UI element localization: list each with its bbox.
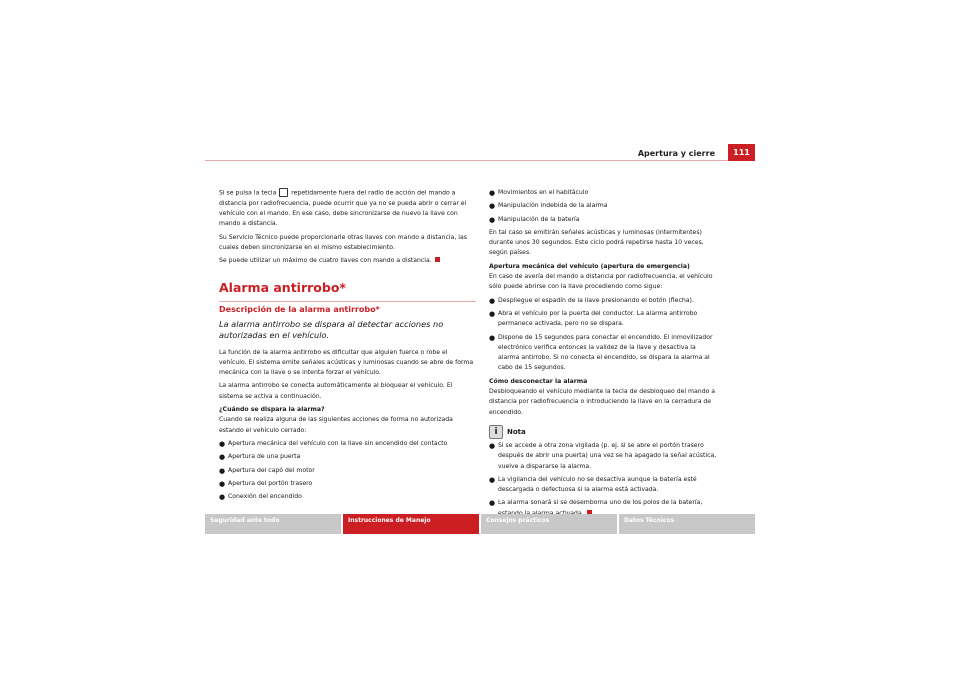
bullet-icon: ● (489, 441, 496, 450)
bullet-icon: ● (489, 296, 496, 305)
list-item-text: Conexión del encendido (228, 493, 302, 501)
list-item (489, 215, 717, 225)
bullet-icon: ● (219, 479, 226, 488)
list-item (489, 441, 717, 472)
paragraph-text: Si se pulsa la tecla (219, 189, 277, 197)
page-number: 111 (728, 144, 755, 161)
list-item (219, 492, 476, 502)
paragraph-text: repetidamente fuera del radio de acción del mando a distancia por radiofrecuencia, puede ocurrir que ya no se pueda abrir o cerrar el vehículo con el mando. En ese caso, debe sincronizarse de nuevo la llave con mando a distancia. (219, 189, 467, 228)
bullet-icon: ● (219, 493, 226, 502)
paragraph: En caso de avería del mando a distancia por radiofrecuencia, el vehículo sólo puede abrirse con la llave procediendo como sigue: (489, 273, 713, 291)
intro-text: La alarma antirrobo se dispara al detectar acciones no autorizadas en el vehículo. (219, 318, 444, 341)
question-heading: ¿Cuándo se dispara la alarma? (219, 406, 325, 414)
bullet-icon: ● (489, 202, 496, 211)
section-end-icon (435, 257, 440, 262)
header-rule (205, 160, 755, 161)
list-item (219, 479, 476, 489)
note-label: Nota (507, 427, 526, 436)
list-item-text: Movimientos en el habitáculo (498, 189, 589, 196)
list-item-text: Apertura mecánica del vehículo con la llave sin encendido del contacto (228, 439, 448, 447)
paragraph: La alarma antirrobo se conecta automáticamente al bloquear el vehículo. El sistema se activa a continuación. (219, 382, 453, 400)
list-item-text: Si se accede a otra zona vigilada (p. ej. si se abre el portón trasero después de abrir una puerta) una vez se ha apagado la señal acústica, vuelve a dispararse la alarma. (498, 441, 717, 470)
page-header-title: Apertura y cierre (637, 149, 715, 158)
bullet-icon: ● (489, 499, 496, 508)
paragraph (219, 188, 476, 230)
list-item (489, 188, 717, 198)
list-item-text: Despliegue el espadín de la llave presionando el botón (flecha). (498, 296, 694, 304)
remote-key-icon (279, 188, 288, 197)
list-item-text: Manipulación indebida de la alarma (498, 202, 608, 210)
paragraph: La función de la alarma antirrobo es dificultar que alguien fuerce o robe el vehículo. El sistema emite señales acústicas y luminosas cuando se abre de forma mecánica con la llave o se intenta forzar el vehículo. (219, 348, 474, 377)
list-item (489, 309, 717, 330)
list-item-text: Apertura del portón trasero (228, 479, 313, 487)
subsection-header (219, 301, 476, 315)
paragraph: Desbloqueando el vehículo mediante la tecla de desbloqueo del mando a distancia por radiofrecuencia o introduciendo la llave en la cerradura de encendido. (489, 388, 716, 416)
bullet-icon: ● (489, 215, 496, 224)
emergency-heading: Apertura mecánica del vehículo (apertura de emergencia) (489, 262, 690, 270)
list-item (219, 439, 476, 449)
bullet-icon: ● (219, 439, 226, 448)
list-item (489, 201, 717, 211)
bullet-icon: ● (489, 475, 496, 484)
list-item (219, 452, 476, 462)
list-item (489, 333, 717, 374)
footer-tab-safety[interactable]: Seguridad ante todo (205, 514, 341, 534)
list-item (219, 466, 476, 476)
footer-tab-technical-data[interactable]: Datos Técnicos (619, 514, 755, 534)
section-title: Alarma antirrobo* (219, 279, 346, 295)
left-column (219, 188, 476, 505)
list-item-text: La vigilancia del vehículo no se desactiva aunque la batería esté descargada o defectuosa si la alarma está activada. (498, 475, 697, 494)
bullet-icon: ● (489, 189, 496, 197)
list-item-text: Manipulación de la batería (498, 215, 580, 223)
disconnect-heading: Cómo desconectar la alarma (489, 377, 588, 385)
bullet-icon: ● (489, 309, 496, 318)
bullet-icon: ● (219, 466, 226, 475)
paragraph: Cuando se realiza alguna de las siguientes acciones de forma no autorizada estando el vehículo cerrado: (219, 416, 453, 434)
right-column (489, 188, 717, 522)
list-item-text: Abra el vehículo por la puerta del conductor. La alarma antirrobo permanece activada, pero no se dispara. (498, 309, 698, 328)
note-icon: i (489, 425, 503, 439)
bullet-icon: ● (489, 333, 496, 342)
list-item (489, 296, 717, 306)
list-item-text: La alarma sonará si se desemborna uno de los polos de la batería, (498, 499, 703, 507)
footer-tab-operation[interactable]: Instrucciones de Manejo (343, 514, 479, 534)
list-item-text: Apertura de una puerta (228, 453, 301, 461)
paragraph-text: Se puede utilizar un máximo de cuatro llaves con mando a distancia. (219, 257, 432, 265)
paragraph: En tal caso se emitirán señales acústicas y luminosas (intermitentes) durante unos 30 segundos. Este ciclo podrá repetirse hasta 10 veces, según países. (489, 228, 704, 257)
subsection-title: Descripción de la alarma antirrobo* (219, 304, 380, 314)
footer-tab-tips[interactable]: Consejos prácticos (481, 514, 617, 534)
list-item-text: Apertura del capó del motor (228, 466, 315, 474)
list-item-text: Dispone de 15 segundos para conectar el encendido. El inmovilizador electrónico verifica entonces la validez de la llave y desactiva la alarma antirrobo. Si no conecta el encendido, se dispara la alarma al cabo de 15 segundos. (498, 333, 713, 372)
note-header (489, 425, 717, 439)
paragraph: Su Servicio Técnico puede proporcionarle otras llaves con mando a distancia, las cuales deben sincronizarse en el mismo establecimiento. (219, 233, 467, 251)
list-item (489, 475, 717, 496)
paragraph (219, 256, 476, 266)
bullet-icon: ● (219, 453, 226, 462)
